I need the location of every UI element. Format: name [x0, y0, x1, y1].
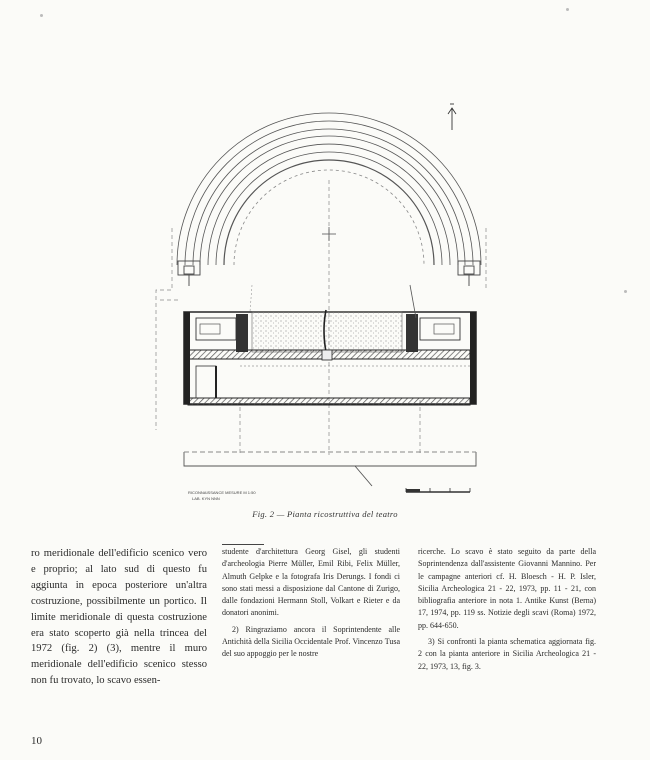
theatre-plan-drawing — [140, 60, 520, 510]
paper-speck — [40, 14, 43, 17]
scene-building — [184, 285, 476, 405]
page-number: 10 — [31, 735, 42, 747]
portico-outline — [184, 452, 476, 486]
scale-label-1: RICONNAISSANCE MESURE M 1:50 — [188, 490, 256, 495]
scale-legend — [188, 488, 470, 501]
scale-label-2: LAB. KYN NNN — [192, 496, 220, 501]
footnote-rule — [222, 544, 264, 545]
footnote-2-continued: ricerche. Lo scavo è stato seguito da parte della Soprintendenza dall'assistente Giovanni Mannino. Per le campagne anteriori cf. H. Bloesch - H. P. Isler, Sicilia Archeologica 21 - 22, 1973, pp. 11 - 21, con bibliografia anteriore in nota 1. Antike Kunst (Berna) 17, 1974, pp. 119 ss. Notizie degli scavi (Roma) 1972, pp. 644-650. — [418, 547, 596, 630]
footnote-3: 3) Si confronti la pianta schematica aggiornata fig. 2 con la pianta anteriore in Sicilia Archeologica 21 - 22, 1973, 13, fig. 3. — [418, 637, 596, 671]
north-arrow-icon — [448, 104, 456, 130]
paper-speck — [624, 290, 627, 293]
footnote-2: 2) Ringraziamo ancora il Soprintendente alle Antichità della Sicilia Occidentale Prof. Vincenzo Tusa del suo appoggio per le nostre — [222, 624, 400, 659]
footnote-1-continued: studente d'architettura Georg Gisel, gli studenti d'archeologia Pierre Müller, Emil Ribi, Felix Müller, Almuth Gelpke e la fotografa Iris Derungs. I fondi ci sono stati messi a disposizione dal Cantone di Zurigo, dalle fondazioni Hermann Stoll, Volkart e Rieter e da donatori anonimi. — [222, 547, 400, 618]
footnotes-column-1 — [222, 546, 400, 661]
footnotes-column-2 — [418, 546, 596, 673]
paper-speck — [566, 8, 569, 11]
orchestra-centre-mark — [322, 227, 336, 241]
body-text-column — [31, 546, 207, 689]
body-paragraph: ro meridionale dell'edificio scenico vero e proprio; al lato sud di questo fu aggiunta in epoca posteriore un'altra costruzione, possibilmente un portico. Il limite meridionale di questa costruzione era stato scoperto già nella trincea del 1972 (fig. 2) (3), mentre il muro meridionale dell'edificio scenico stesso non fu trovato, lo scavo essen- — [31, 548, 207, 687]
figure-caption: Fig. 2 — Pianta ricostruttiva del teatro — [252, 509, 398, 519]
